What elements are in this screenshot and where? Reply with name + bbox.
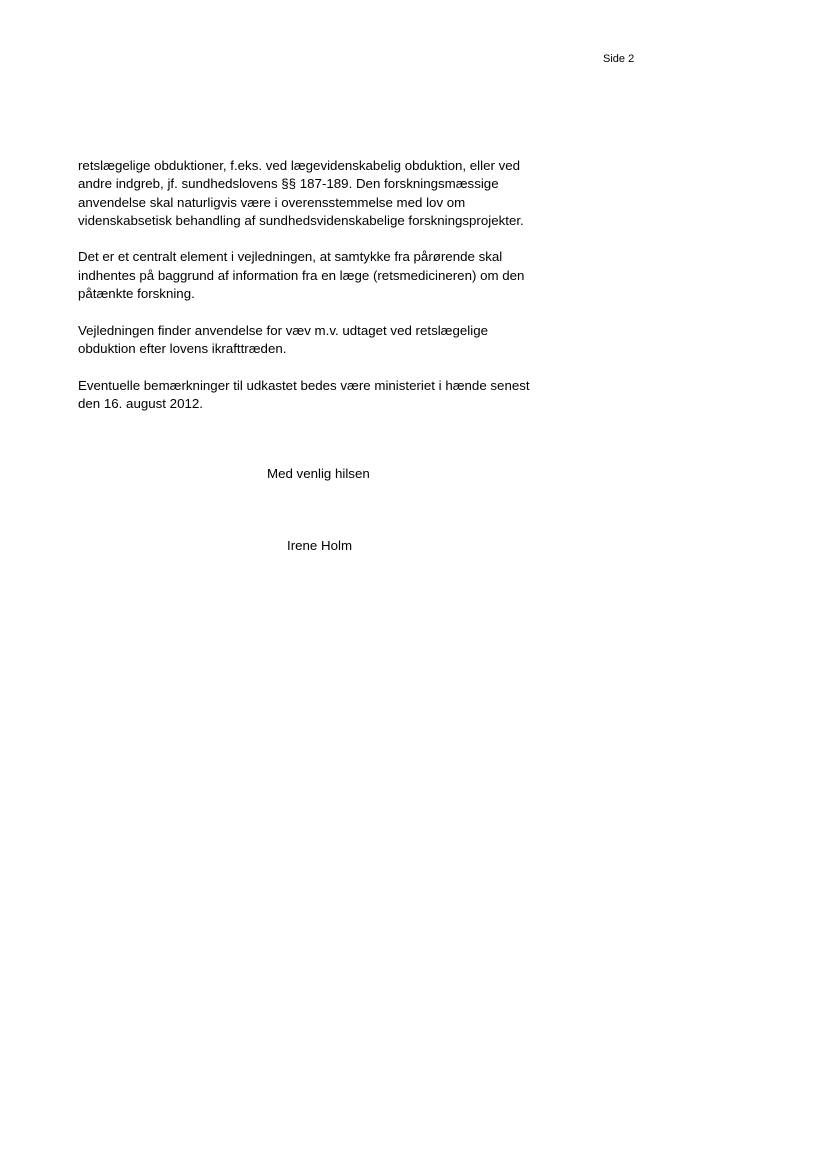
closing-greeting: Med venlig hilsen (267, 466, 370, 481)
body-paragraph-consent (78, 248, 568, 303)
signature-name: Irene Holm (287, 538, 353, 553)
text-line: videnskabsetisk behandling af sundhedsvidenskabelige forskningsprojekter. (78, 212, 524, 228)
text-line: Eventuelle bemærkninger til udkastet bedes være ministeriet i hænde senest (78, 377, 530, 393)
page-number: Side 2 (603, 53, 635, 65)
text-line: indhentes på baggrund af information fra en læge (retsmedicineren) om den (78, 267, 525, 283)
text-line: obduktion efter lovens ikrafttræden. (78, 340, 287, 356)
body-paragraph-research-use (78, 157, 568, 230)
body-paragraph-deadline (78, 377, 568, 414)
body-paragraph-scope (78, 322, 568, 359)
text-line: Det er et centralt element i vejledningen, at samtykke fra pårørende skal (78, 249, 503, 265)
text-line: den 16. august 2012. (78, 395, 203, 411)
text-line: retslægelige obduktioner, f.eks. ved lægevidenskabelig obduktion, eller ved (78, 158, 521, 173)
text-line: Vejledningen finder anvendelse for væv m.v. udtaget ved retslægelige (78, 322, 488, 338)
text-line: påtænkte forskning. (78, 286, 195, 302)
text-line: andre indgreb, jf. sundhedslovens §§ 187-189. Den forskningsmæssige (78, 176, 499, 192)
letter-body (78, 157, 568, 431)
text-line: anvendelse skal naturligvis være i overensstemmelse med lov om (78, 194, 466, 210)
